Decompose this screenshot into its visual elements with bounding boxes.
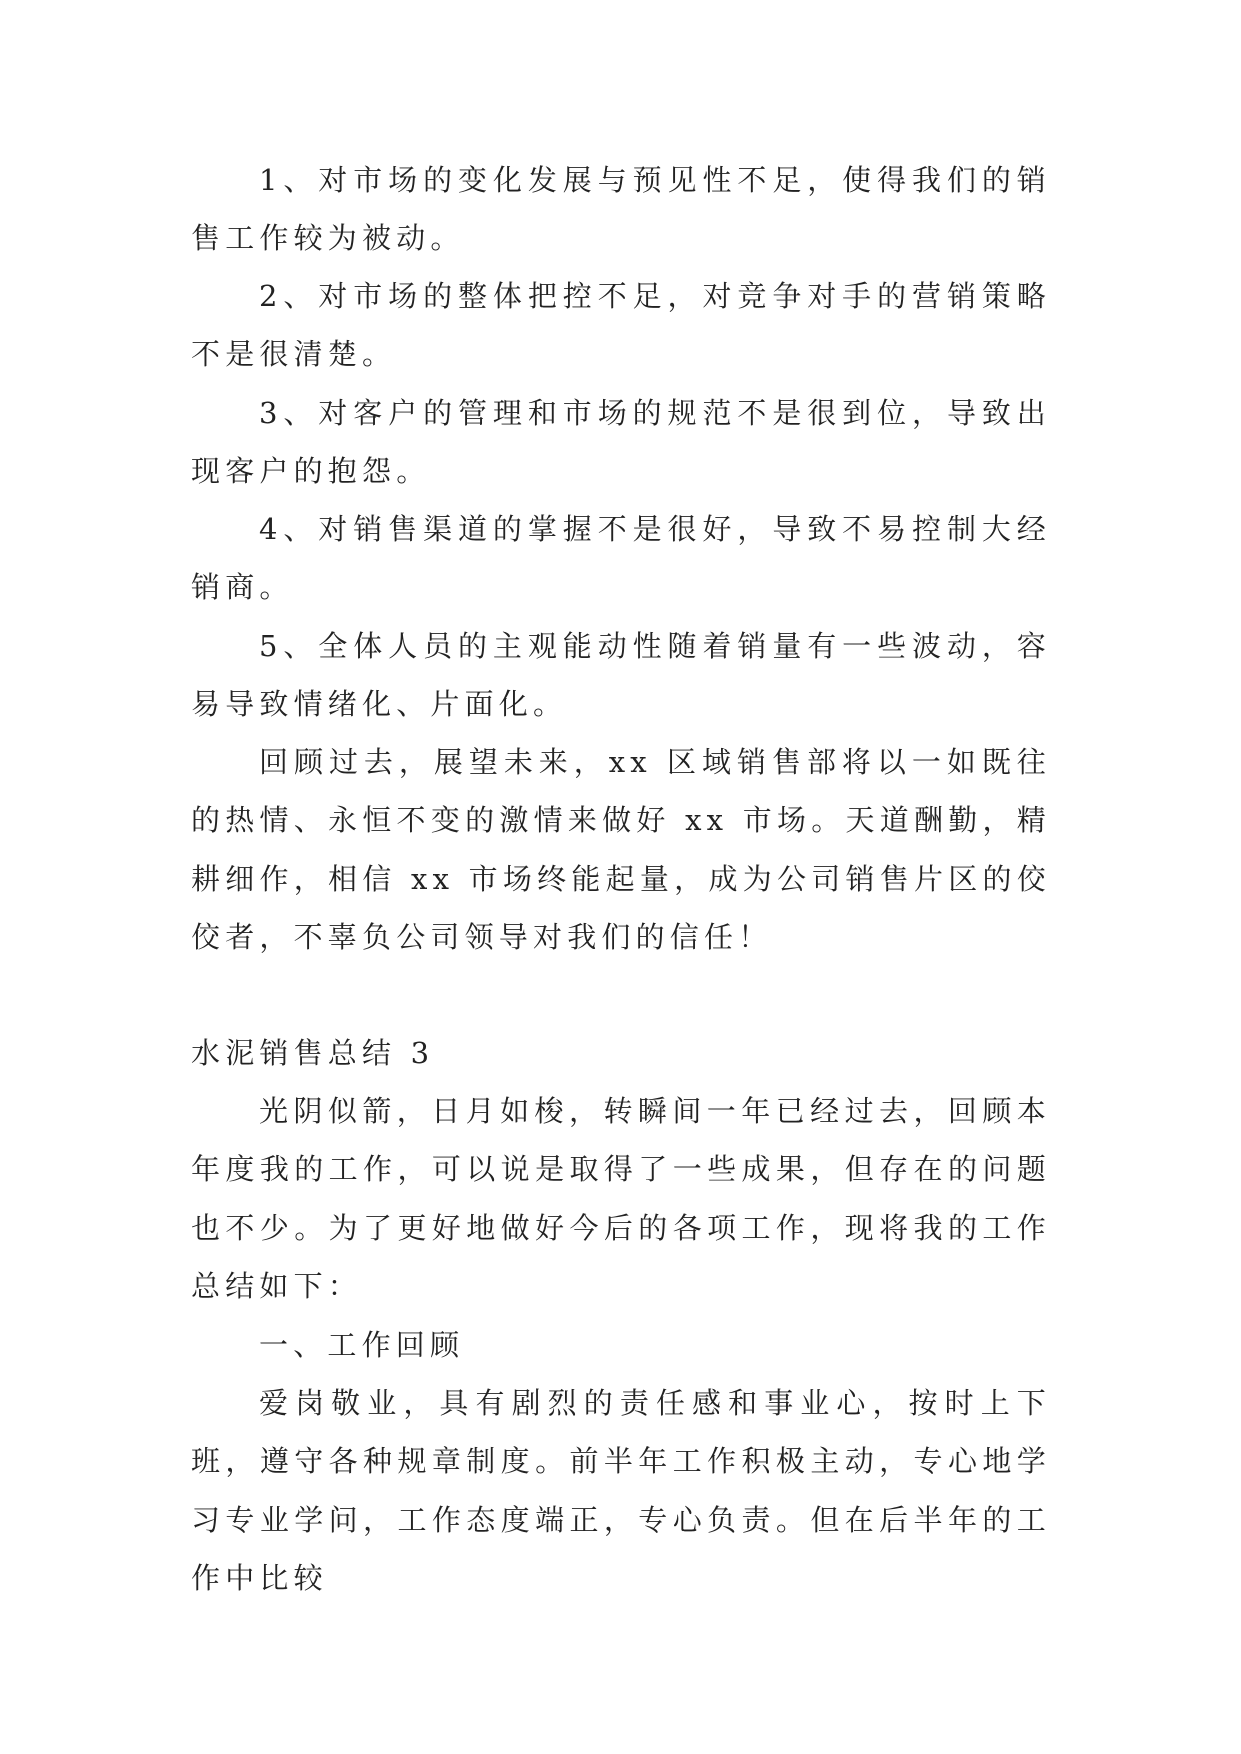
list-item-2: 2、对市场的整体把控不足，对竞争对手的营销策略不是很清楚。 bbox=[191, 279, 1051, 372]
subheading: 一、工作回顾 bbox=[259, 1328, 465, 1362]
body-paragraph: 爱岗敬业，具有剧烈的责任感和事业心，按时上下班，遵守各种规章制度。前半年工作积极主动，专心地学习专业学问，工作态度端正，专心负责。但在后半年的工作中比较 bbox=[191, 1386, 1051, 1596]
closing-paragraph: 回顾过去，展望未来，xx 区域销售部将以一如既往的热情、永恒不变的激情来做好 xx 市场。天道酬勤，精耕细作，相信 xx 市场终能起量，成为公司销售片区的佼佼者，不辜负公司领导对我们的信任！ bbox=[191, 745, 1051, 955]
list-item-1: 1、对市场的变化发展与预见性不足，使得我们的销售工作较为被动。 bbox=[191, 163, 1051, 256]
section-title: 水泥销售总结 3 bbox=[191, 1036, 435, 1070]
intro-paragraph: 光阴似箭，日月如梭，转瞬间一年已经过去，回顾本年度我的工作，可以说是取得了一些成果，但存在的问题也不少。为了更好地做好今后的各项工作，现将我的工作总结如下： bbox=[191, 1094, 1051, 1304]
list-item-5: 5、全体人员的主观能动性随着销量有一些波动，容易导致情绪化、片面化。 bbox=[191, 629, 1051, 722]
list-item-4: 4、对销售渠道的掌握不是很好，导致不易控制大经销商。 bbox=[191, 512, 1051, 605]
list-item-3: 3、对客户的管理和市场的规范不是很到位，导致出现客户的抱怨。 bbox=[191, 396, 1051, 489]
